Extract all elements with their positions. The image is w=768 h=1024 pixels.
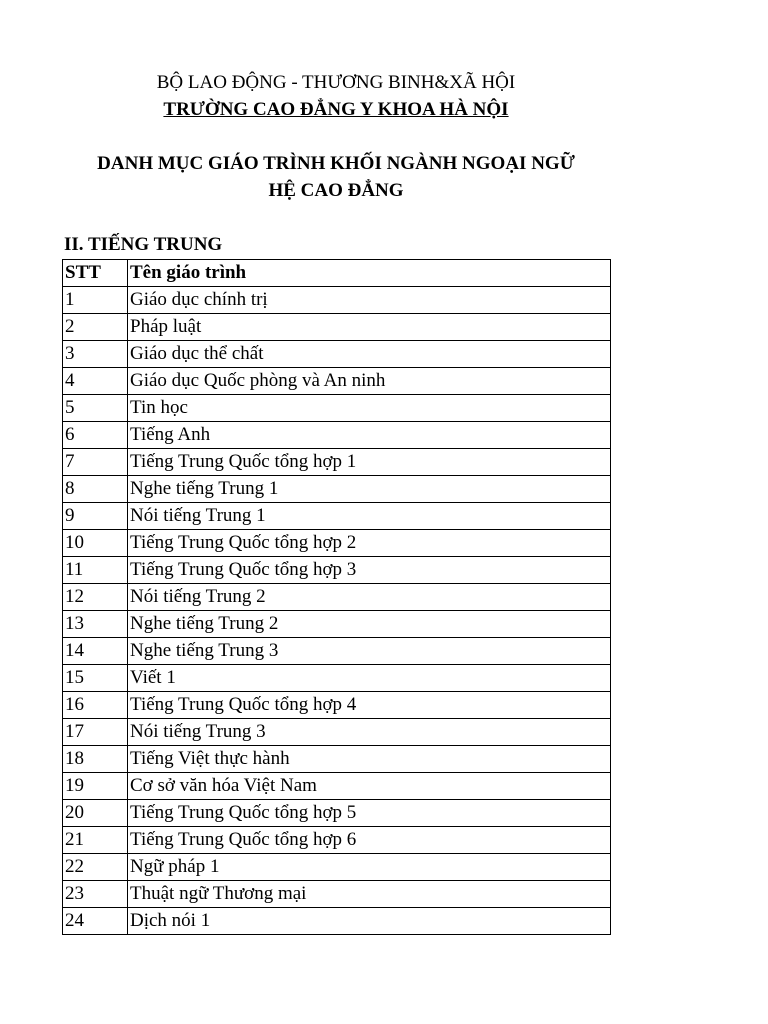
row-number: 22 [63,854,128,881]
table-row [63,395,611,422]
table-row [63,611,611,638]
ministry-name: BỘ LAO ĐỘNG - THƯƠNG BINH&XÃ HỘI [156,72,516,93]
row-number: 13 [63,611,128,638]
course-name: Nghe tiếng Trung 2 [128,611,611,638]
row-number: 12 [63,584,128,611]
course-name: Nói tiếng Trung 2 [128,584,611,611]
table-row [63,584,611,611]
table-row [63,665,611,692]
row-number: 21 [63,827,128,854]
table-row [63,773,611,800]
course-name: Tiếng Trung Quốc tổng hợp 3 [128,557,611,584]
table-row [63,287,611,314]
table-row [63,881,611,908]
row-number: 10 [63,530,128,557]
course-name: Tiếng Trung Quốc tổng hợp 4 [128,692,611,719]
course-name: Tiếng Anh [128,422,611,449]
document-title-line-1: DANH MỤC GIÁO TRÌNH KHỐI NGÀNH NGOẠI NGỮ [97,153,575,174]
table-row [63,827,611,854]
table-row [63,449,611,476]
table-row [63,854,611,881]
table-row [63,719,611,746]
document-title-line-2: HỆ CAO ĐẲNG [268,180,404,201]
table-row [63,341,611,368]
course-name: Nói tiếng Trung 3 [128,719,611,746]
row-number: 2 [63,314,128,341]
course-name: Giáo dục Quốc phòng và An ninh [128,368,611,395]
row-number: 8 [63,476,128,503]
course-table [62,259,611,935]
course-name: Tiếng Trung Quốc tổng hợp 1 [128,449,611,476]
course-name: Nghe tiếng Trung 1 [128,476,611,503]
table-row [63,422,611,449]
row-number: 4 [63,368,128,395]
table-body [63,287,611,935]
table-row [63,476,611,503]
course-name: Tiếng Trung Quốc tổng hợp 6 [128,827,611,854]
row-number: 9 [63,503,128,530]
row-number: 14 [63,638,128,665]
table-row [63,368,611,395]
course-name: Tiếng Trung Quốc tổng hợp 2 [128,530,611,557]
course-name: Nghe tiếng Trung 3 [128,638,611,665]
row-number: 18 [63,746,128,773]
course-name: Giáo dục chính trị [128,287,611,314]
table-row [63,503,611,530]
table-row [63,800,611,827]
row-number: 19 [63,773,128,800]
row-number: 7 [63,449,128,476]
course-name: Thuật ngữ Thương mại [128,881,611,908]
course-name: Tiếng Trung Quốc tổng hợp 5 [128,800,611,827]
course-name: Cơ sở văn hóa Việt Nam [128,773,611,800]
row-number: 6 [63,422,128,449]
course-name: Tin học [128,395,611,422]
course-name: Ngữ pháp 1 [128,854,611,881]
table-row [63,638,611,665]
table-row [63,746,611,773]
table-row [63,314,611,341]
row-number: 23 [63,881,128,908]
table-row [63,692,611,719]
column-header-course-name: Tên giáo trình [128,260,611,287]
table-row [63,557,611,584]
section-heading: II. TIẾNG TRUNG [64,234,223,255]
table-header-row [63,260,611,287]
table-row [63,530,611,557]
course-name: Viết 1 [128,665,611,692]
course-name: Giáo dục thể chất [128,341,611,368]
course-name: Tiếng Việt thực hành [128,746,611,773]
course-name: Nói tiếng Trung 1 [128,503,611,530]
course-name: Pháp luật [128,314,611,341]
school-name: TRƯỜNG CAO ĐẲNG Y KHOA HÀ NỘI [163,99,509,120]
row-number: 24 [63,908,128,935]
column-header-stt: STT [63,260,128,287]
row-number: 20 [63,800,128,827]
row-number: 15 [63,665,128,692]
row-number: 16 [63,692,128,719]
row-number: 17 [63,719,128,746]
row-number: 11 [63,557,128,584]
row-number: 5 [63,395,128,422]
row-number: 3 [63,341,128,368]
course-name: Dịch nói 1 [128,908,611,935]
table-row [63,908,611,935]
row-number: 1 [63,287,128,314]
